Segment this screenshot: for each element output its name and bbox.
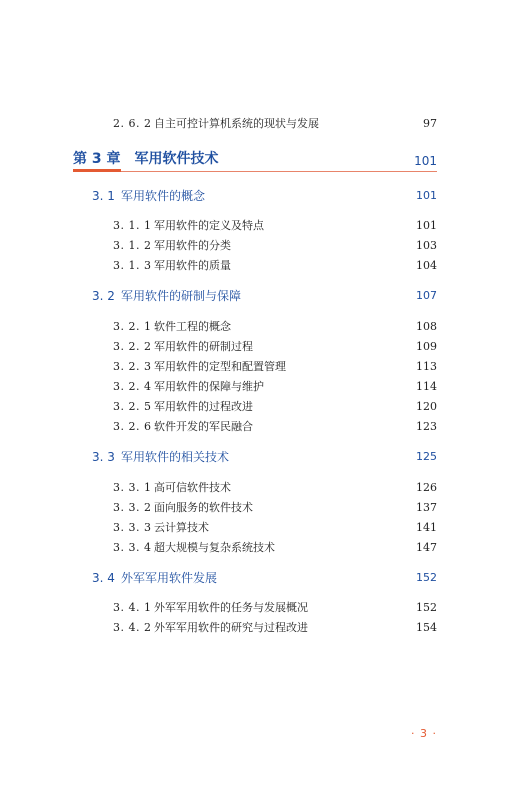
chapter-accent-bar [73, 169, 121, 172]
entry-title: 云计算技术 [154, 521, 209, 534]
entry-number: 3. 4. 2 [113, 621, 152, 634]
toc-entry-3-2-3[interactable] [113, 359, 437, 375]
toc-entry-3-4-2[interactable] [113, 620, 437, 636]
entry-title: 高可信软件技术 [154, 481, 231, 494]
entry-title: 外军军用软件的任务与发展概况 [154, 601, 308, 614]
section-page: 101 [416, 189, 437, 202]
entry-title: 军用软件的定义及特点 [154, 219, 264, 232]
entry-number: 3. 1. 2 [113, 239, 152, 252]
entry-number: 3. 1. 3 [113, 259, 152, 272]
toc-entry-3-2-4[interactable] [113, 379, 437, 395]
toc-entry-3-1-2[interactable] [113, 238, 437, 254]
entry-page: 109 [416, 340, 437, 353]
section-page: 125 [416, 450, 437, 463]
section-3-4[interactable] [92, 568, 437, 588]
entry-title: 面向服务的软件技术 [154, 501, 253, 514]
section-3-2[interactable] [92, 286, 437, 306]
entry-title: 军用软件的质量 [154, 259, 231, 272]
entry-page: 141 [416, 521, 437, 534]
chapter-divider [73, 171, 437, 172]
entry-number: 3. 3. 4 [113, 541, 152, 554]
entry-title: 军用软件的保障与维护 [154, 380, 264, 393]
section-number: 3. 1 [92, 189, 115, 203]
toc-entry-3-3-4[interactable] [113, 540, 437, 556]
entry-page: 152 [416, 601, 437, 614]
entry-number: 3. 4. 1 [113, 601, 152, 614]
entry-title: 军用软件的定型和配置管理 [154, 360, 286, 373]
toc-entry-3-3-3[interactable] [113, 520, 437, 536]
entry-title: 军用软件的研制过程 [154, 340, 253, 353]
chapter-title: 第 3 章 军用软件技术 [73, 151, 219, 167]
entry-page: 108 [416, 320, 437, 333]
section-3-3[interactable] [92, 447, 437, 467]
entry-page: 97 [423, 117, 437, 130]
entry-number: 3. 3. 3 [113, 521, 152, 534]
entry-number: 3. 2. 2 [113, 340, 152, 353]
entry-title: 自主可控计算机系统的现状与发展 [154, 117, 319, 130]
toc-entry-3-2-2[interactable] [113, 339, 437, 355]
entry-page: 103 [416, 239, 437, 252]
section-number: 3. 2 [92, 289, 115, 303]
section-page: 152 [416, 571, 437, 584]
toc-entry-3-1-3[interactable] [113, 258, 437, 274]
section-title: 外军军用软件发展 [121, 571, 218, 585]
entry-number: 3. 1. 1 [113, 219, 152, 232]
entry-number: 3. 3. 1 [113, 481, 152, 494]
entry-page: 104 [416, 259, 437, 272]
section-page: 107 [416, 289, 437, 302]
toc-entry-3-2-1[interactable] [113, 319, 437, 335]
entry-page: 101 [416, 219, 437, 232]
toc-entry-3-4-1[interactable] [113, 600, 437, 616]
toc-entry-3-3-1[interactable] [113, 480, 437, 496]
entry-title: 军用软件的分类 [154, 239, 231, 252]
page-number: · 3 · [411, 727, 437, 740]
section-number: 3. 4 [92, 571, 115, 585]
entry-page: 114 [416, 380, 437, 393]
toc-entry-3-2-6[interactable] [113, 419, 437, 435]
entry-number: 3. 2. 6 [113, 420, 152, 433]
entry-page: 120 [416, 400, 437, 413]
section-title: 军用软件的概念 [121, 189, 206, 203]
entry-number: 2. 6. 2 [113, 117, 152, 130]
entry-title: 软件工程的概念 [154, 320, 231, 333]
entry-page: 147 [416, 541, 437, 554]
toc-entry-3-2-5[interactable] [113, 399, 437, 415]
entry-title: 软件开发的军民融合 [154, 420, 253, 433]
entry-number: 3. 2. 3 [113, 360, 152, 373]
section-title: 军用软件的相关技术 [121, 450, 230, 464]
entry-number: 3. 3. 2 [113, 501, 152, 514]
toc-entry-2-6-2[interactable] [113, 116, 437, 132]
chapter-heading[interactable] [73, 148, 437, 170]
entry-page: 154 [416, 621, 437, 634]
entry-title: 外军军用软件的研究与过程改进 [154, 621, 308, 634]
entry-number: 3. 2. 5 [113, 400, 152, 413]
toc-entry-3-1-1[interactable] [113, 218, 437, 234]
chapter-page: 101 [414, 154, 437, 168]
entry-title: 军用软件的过程改进 [154, 400, 253, 413]
entry-page: 137 [416, 501, 437, 514]
section-3-1[interactable] [92, 186, 437, 206]
section-title: 军用软件的研制与保障 [121, 289, 242, 303]
entry-page: 123 [416, 420, 437, 433]
entry-number: 3. 2. 1 [113, 320, 152, 333]
entry-title: 超大规模与复杂系统技术 [154, 541, 275, 554]
entry-page: 126 [416, 481, 437, 494]
entry-number: 3. 2. 4 [113, 380, 152, 393]
section-number: 3. 3 [92, 450, 115, 464]
toc-entry-3-3-2[interactable] [113, 500, 437, 516]
entry-page: 113 [416, 360, 437, 373]
